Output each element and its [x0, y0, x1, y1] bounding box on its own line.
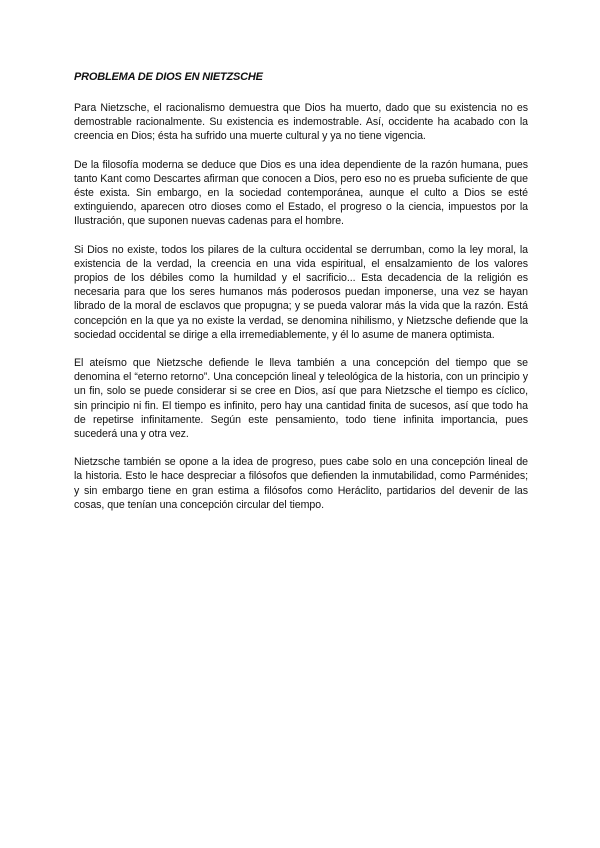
paragraph-nihilism: Si Dios no existe, todos los pilares de la cultura occidental se derrumban, como la ley moral, la existencia de la verdad, la creencia en una vida espiritual, el ensalzamiento de los valores propios de los débiles como la humildad y el sacrificio... Esta decadencia de la religión es necesaria para que los seres humanos más poderosos puedan imponerse, una vez se hayan librado de la moral de esclavos que propugna; y se pueda valorar más la vida que la razón. Está concepción en la que ya no existe la verdad, se denomina nihilismo, y Nietzsche defiende que la sociedad occidental se dirige a ella irremediablemente, y él lo asume de manera optimista. — [74, 243, 528, 341]
paragraph-modern-philosophy: De la filosofía moderna se deduce que Dios es una idea dependiente de la razón humana, pues tanto Kant como Descartes afirman que conocen a Dios, pero eso no es prueba suficiente de que éste exista. Sin embargo, en la sociedad contemporánea, aunque el culto a Dios se esté extinguiendo, aparecen otro dioses como el Estado, el progreso o la ciencia, impuestos por la Ilustración, que suponen nuevas cadenas para el hombre. — [74, 158, 528, 228]
paragraph-progress: Nietzsche también se opone a la idea de progreso, pues cabe solo en una concepción lineal de la historia. Esto le hace despreciar a filósofos que defienden la inmutabilidad, como Parménides; y sin embargo tiene en gran estima a filósofos como Heráclito, partidarios del devenir de las cosas, que tenían una concepción circular del tiempo. — [74, 456, 528, 511]
paragraph-death-of-god: Para Nietzsche, el racionalismo demuestra que Dios ha muerto, dado que su existencia no es demostrable racionalmente. Su existencia es indemostrable. Así, occidente ha acabado con la creencia en Dios; ésta ha sufrido una muerte cultural y ya no tiene vigencia. — [74, 102, 528, 143]
paragraph-eternal-return: El ateísmo que Nietzsche defiende le lleva también a una concepción del tiempo que se denomina el “eterno retorno”. Una concepción lineal y teleológica de la historia, con un principio y un fin, solo se puede considerar si se cree en Dios, así que para Nietzsche el tiempo es cíclico, sin principio ni fin. El tiempo es infinito, pero hay una cantidad finita de sucesos, así que todo ha de repetirse infinitamente. Según este pensamiento, todo tiene infinita importancia, pues sucederá una y otra vez. — [74, 357, 528, 441]
document-title: PROBLEMA DE DIOS EN NIETZSCHE — [74, 71, 263, 83]
document-page — [74, 70, 528, 526]
